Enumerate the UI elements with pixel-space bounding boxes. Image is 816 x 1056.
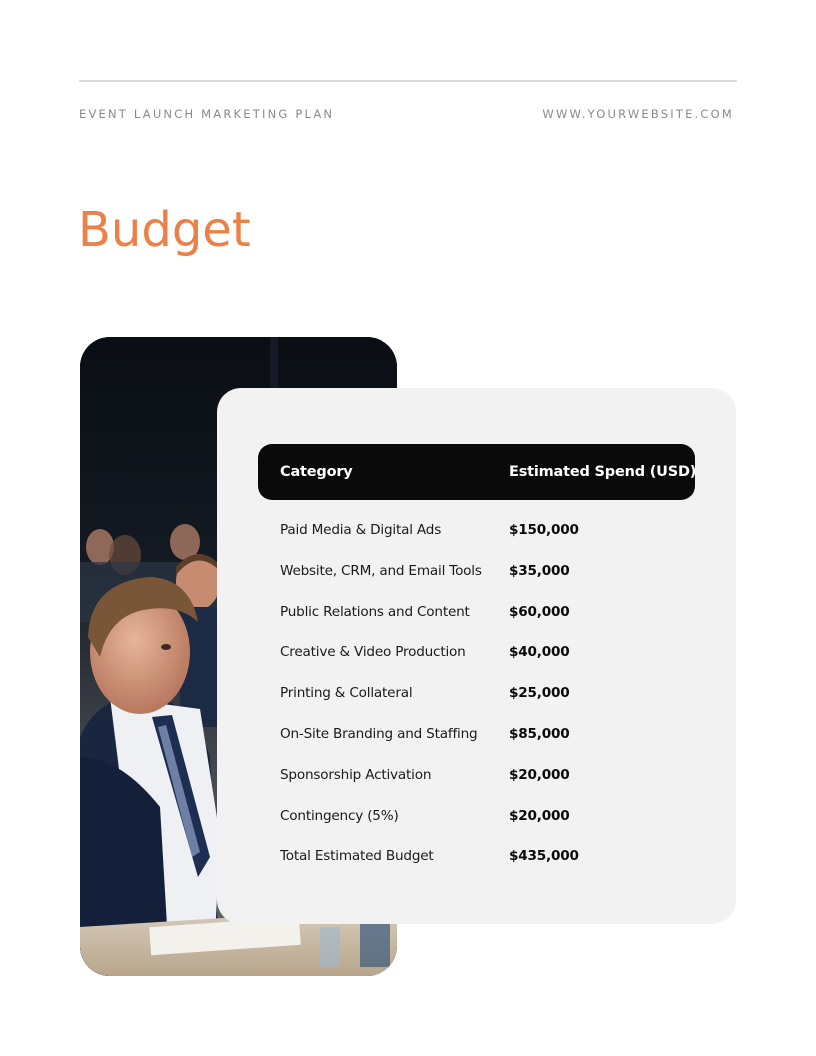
row-spend: $150,000 [509,522,579,538]
column-header-category: Category [280,464,353,480]
row-spend: $25,000 [509,685,570,702]
table-row [280,755,700,796]
row-spend: $20,000 [509,807,570,824]
website-url: WWW.YOURWEBSITE.COM [542,107,734,121]
row-category: Paid Media & Digital Ads [280,522,442,538]
table-row-total [280,836,700,877]
table-row [280,632,700,673]
row-category: On-Site Branding and Staffing [280,725,478,742]
row-category: Contingency (5%) [280,807,399,824]
row-category: Total Estimated Budget [280,848,434,865]
table-row [280,714,700,755]
row-spend: $85,000 [509,725,570,742]
row-category: Website, CRM, and Email Tools [280,562,482,579]
table-row [280,510,700,551]
budget-table-body [280,510,700,877]
row-category: Sponsorship Activation [280,766,432,783]
document-header-title: EVENT LAUNCH MARKETING PLAN [79,107,335,121]
row-category: Public Relations and Content [280,603,470,620]
table-row [280,673,700,714]
row-category: Creative & Video Production [280,644,466,661]
table-row [280,551,700,592]
column-header-estimated-spend: Estimated Spend (USD) [509,464,697,480]
table-row [280,796,700,837]
budget-table-card [217,388,736,924]
row-spend: $20,000 [509,766,570,783]
table-row [280,592,700,633]
page-title: Budget [78,202,251,258]
row-spend: $60,000 [509,603,570,620]
row-spend: $35,000 [509,562,570,579]
row-spend: $40,000 [509,644,570,661]
row-spend: $435,000 [509,848,579,865]
top-divider [79,80,737,82]
table-header-row [258,444,695,500]
row-category: Printing & Collateral [280,685,413,702]
